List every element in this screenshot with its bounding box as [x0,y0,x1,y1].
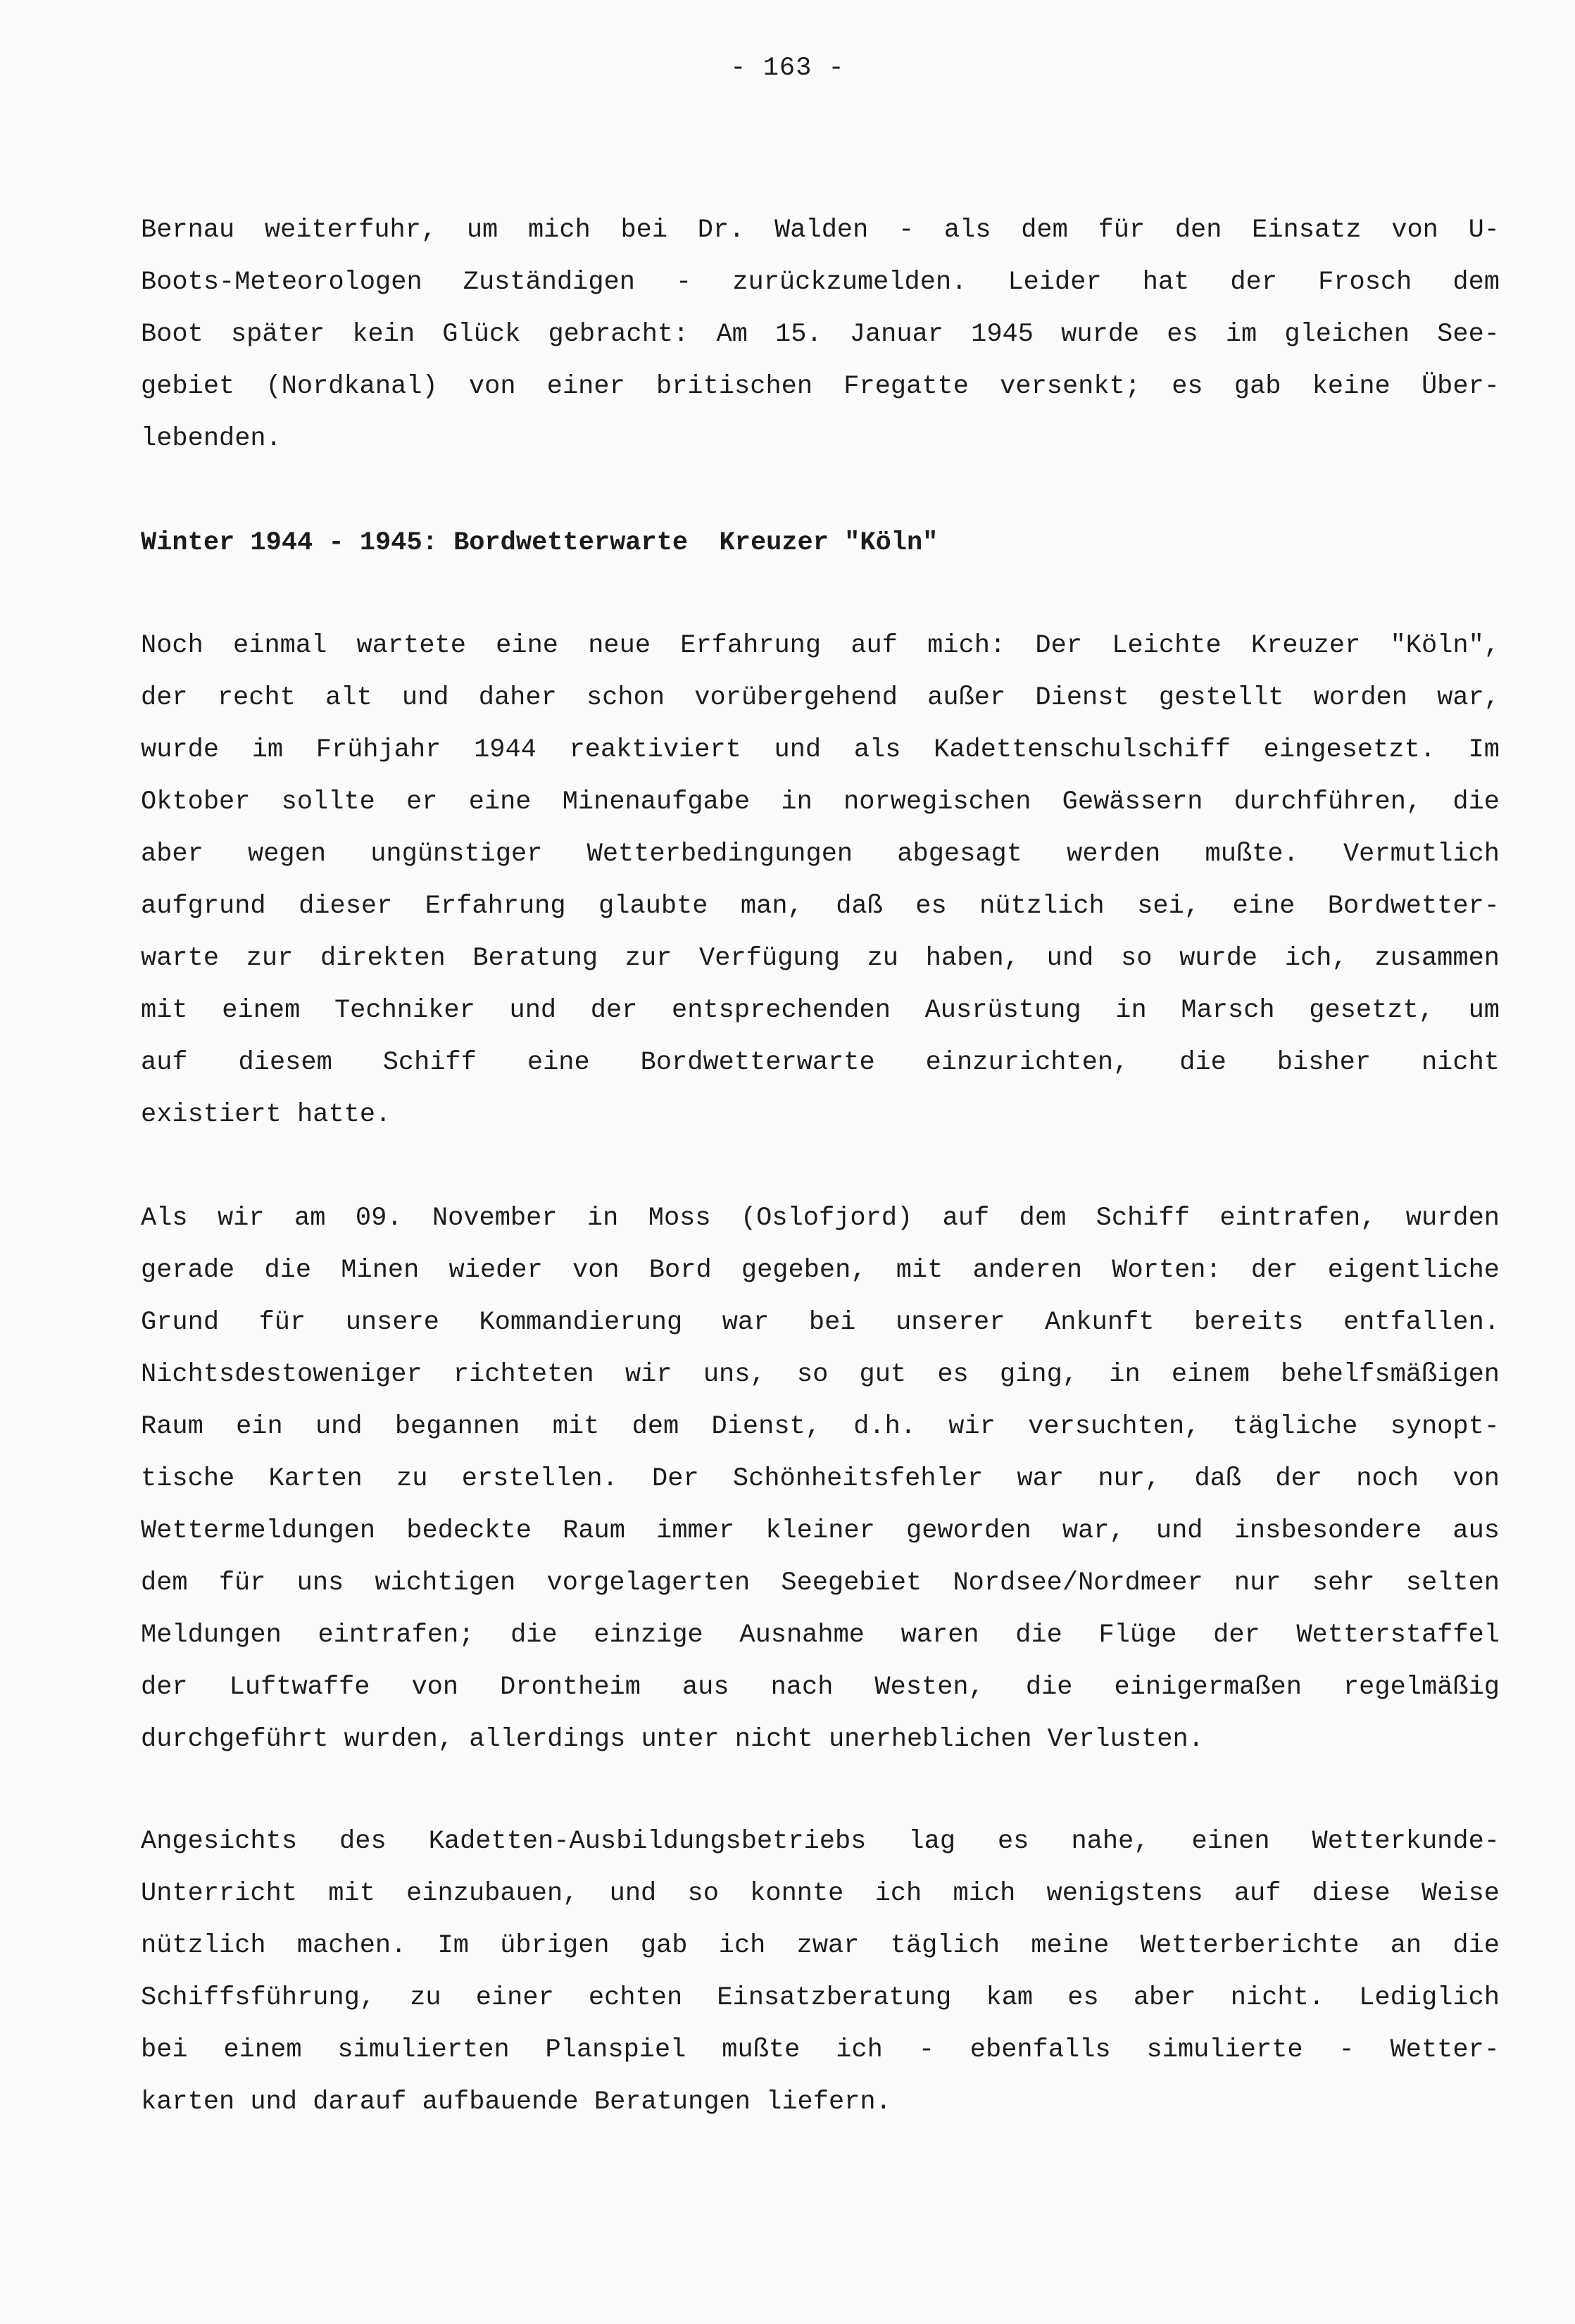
text-line: Oktober sollte er eine Minenaufgabe in norwegischen Gewässern durchführen, die [141,787,1500,817]
text-line: dem für uns wichtigen vorgelagerten Seegebiet Nordsee/Nordmeer nur sehr selten [141,1568,1500,1598]
text-line: wurde im Frühjahr 1944 reaktiviert und als Kadettenschulschiff eingesetzt. Im [141,735,1500,765]
text-line: Schiffsführung, zu einer echten Einsatzberatung kam es aber nicht. Lediglich [141,1983,1500,2013]
text-line: bei einem simulierten Planspiel mußte ich - ebenfalls simulierte - Wetter- [141,2035,1500,2065]
text-line: der recht alt und daher schon vorübergehend außer Dienst gestellt worden war, [141,683,1500,713]
text-line: Unterricht mit einzubauen, und so konnte ich mich wenigstens auf diese Weise [141,1879,1500,1908]
section-heading: Winter 1944 - 1945: Bordwetterwarte Kreuzer "Köln" [141,528,939,558]
paragraph-1 [141,204,1500,465]
text-line: aber wegen ungünstiger Wetterbedingungen abgesagt werden mußte. Vermutlich [141,839,1500,869]
paragraph-2 [141,620,1500,1141]
text-line: existiert hatte. [141,1100,391,1130]
paragraph-4 [141,1816,1500,2128]
text-line: Bernau weiterfuhr, um mich bei Dr. Walden - als dem für den Einsatz von U- [141,215,1500,245]
text-line: Angesichts des Kadetten-Ausbildungsbetriebs lag es nahe, einen Wetterkunde- [141,1827,1500,1856]
text-line: Boots-Meteorologen Zuständigen - zurückzumelden. Leider hat der Frosch dem [141,268,1500,297]
text-line: lebenden. [141,424,282,454]
text-line: Wettermeldungen bedeckte Raum immer kleiner geworden war, und insbesondere aus [141,1516,1500,1546]
text-line: Boot später kein Glück gebracht: Am 15. Januar 1945 wurde es im gleichen See- [141,320,1500,349]
text-line: gerade die Minen wieder von Bord gegeben, mit anderen Worten: der eigentliche [141,1256,1500,1285]
text-line: warte zur direkten Beratung zur Verfügung zu haben, und so wurde ich, zusammen [141,944,1500,973]
text-line: Als wir am 09. November in Moss (Oslofjord) auf dem Schiff eintrafen, wurden [141,1204,1500,1233]
text-line: Noch einmal wartete eine neue Erfahrung auf mich: Der Leichte Kreuzer "Köln", [141,631,1500,661]
text-line: aufgrund dieser Erfahrung glaubte man, daß es nützlich sei, eine Bordwetter- [141,892,1500,921]
page-number: - 163 - [730,54,845,83]
section-heading-block [141,517,1500,569]
text-line: Grund für unsere Kommandierung war bei unserer Ankunft bereits entfallen. [141,1308,1500,1337]
text-line: tische Karten zu erstellen. Der Schönheitsfehler war nur, daß der noch von [141,1464,1500,1494]
text-line: Nichtsdestoweniger richteten wir uns, so gut es ging, in einem behelfsmäßigen [141,1360,1500,1389]
paragraph-3 [141,1192,1500,1766]
text-line: nützlich machen. Im übrigen gab ich zwar täglich meine Wetterberichte an die [141,1931,1500,1961]
text-line: gebiet (Nordkanal) von einer britischen Fregatte versenkt; es gab keine Über- [141,372,1500,401]
text-line: Meldungen eintrafen; die einzige Ausnahme waren die Flüge der Wetterstaffel [141,1620,1500,1650]
text-line: Raum ein und begannen mit dem Dienst, d.h. wir versuchten, tägliche synopt- [141,1412,1500,1442]
text-line: der Luftwaffe von Drontheim aus nach Westen, die einigermaßen regelmäßig [141,1673,1500,1702]
text-line: durchgeführt wurden, allerdings unter nicht unerheblichen Verlusten. [141,1725,1204,1754]
text-line: mit einem Techniker und der entsprechenden Ausrüstung in Marsch gesetzt, um [141,996,1500,1025]
text-line: karten und darauf aufbauende Beratungen liefern. [141,2087,891,2117]
text-line: auf diesem Schiff eine Bordwetterwarte einzurichten, die bisher nicht [141,1048,1500,1077]
